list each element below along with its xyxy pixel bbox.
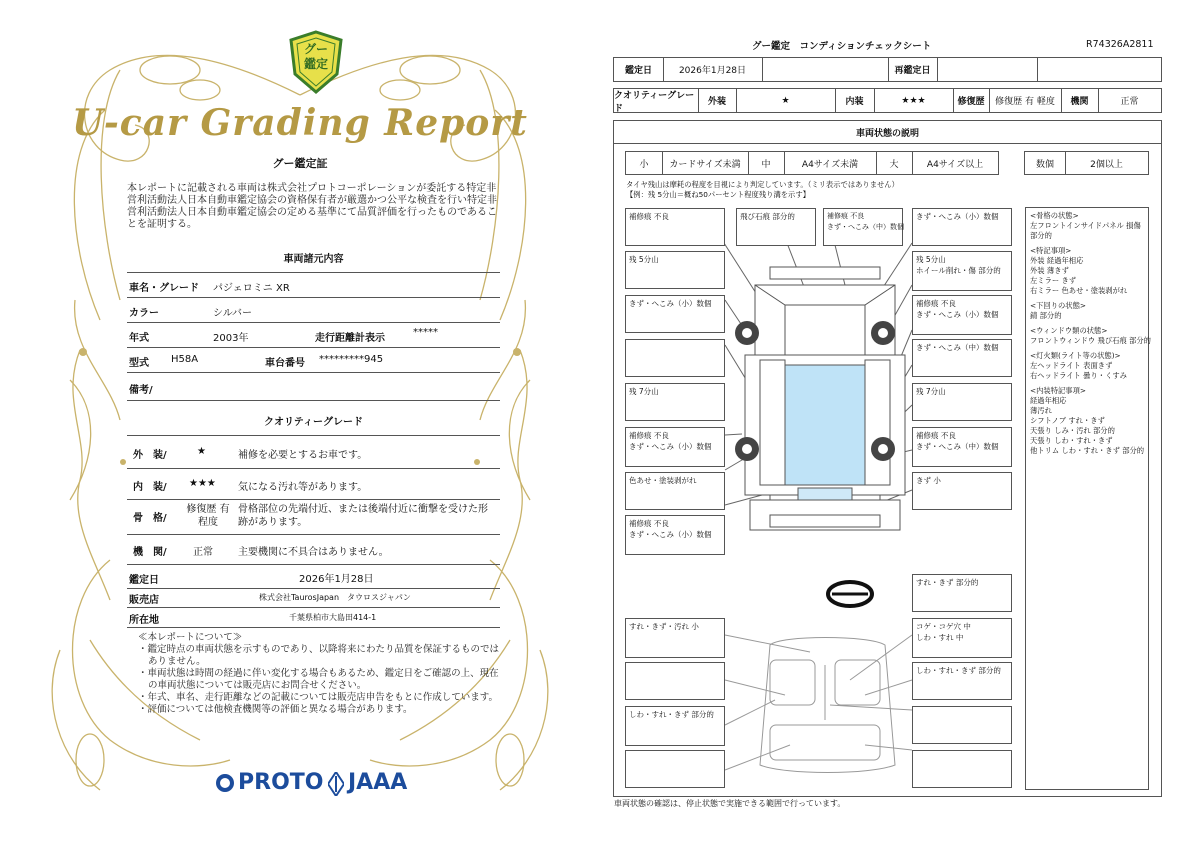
spec-row-model [127,347,500,373]
repair-value: 修復歴 有 軽度 [995,97,1055,107]
mileage-label: 走行距離計表示 [315,333,385,344]
quality-row-engine [127,534,500,565]
explain-title: 車両状態の説明 [855,128,919,139]
spec-row-remarks [127,372,500,401]
interior-label: 内 装/ [133,482,167,493]
note-item: ・評価については他検査機関等の評価と異なる場合があります。 [138,704,413,715]
name-value: パジェロミニ XR [213,283,290,294]
sheet-title: グー鑑定 コンディションチェックシート [752,41,932,52]
annotation-left-2: 残 5分山 [625,251,725,289]
appraisal-date-row [127,564,500,589]
date-value: 2026年1月28日 [678,66,747,76]
year-value: 2003年 [213,333,249,344]
annotation-left-8: 補修痕 不良 きず・へこみ（小）数個 [625,515,725,555]
year-label: 年式 [129,333,149,344]
interior-right-3: しわ・すれ・きず 部分的 [912,662,1012,700]
reappraisal-value [937,58,1037,81]
detail-line: <特記事項> [1030,246,1072,255]
detail-line: <内装特記事項> [1030,386,1087,395]
mileage-value: ***** [413,327,438,338]
certificate-heading: グー鑑定証 [272,157,328,170]
interior-left-4 [625,750,725,788]
interior-label: 内装 [845,97,864,107]
jaaa-logo: JAAA [348,770,408,795]
quality-row-interior [127,468,500,500]
detail-line: <下回りの状態> [1030,301,1087,310]
goo-appraisal-badge [287,30,345,94]
chassis-value: *********945 [319,354,384,365]
size-large-label: 大 [889,159,899,170]
detail-line: 他トリム しわ・すれ・きず 部分的 [1030,446,1145,455]
annotation-right-4: きず・へこみ（中）数個 [912,339,1012,377]
annotation-left-7: 色あせ・塗装剥がれ [625,472,725,510]
detail-line: 部分的 [1030,231,1052,240]
exterior-label: 外 装/ [133,450,167,461]
annotation-right-7: きず 小 [912,472,1012,510]
quality-row-frame [127,499,500,535]
interior-right-1: すれ・きず 部分的 [912,574,1012,612]
quality-grade-label: クオリティーグレード [614,90,695,114]
size-large-desc: A4サイズ以上 [926,159,984,170]
frame-label: 骨 格/ [133,513,167,524]
engine-grade: 正常 [193,547,213,558]
annotation-top-mid-1: 飛び石痕 部分的 [736,208,816,246]
detail-line: 左ヘッドライト 表面きず [1030,361,1113,370]
remarks-label: 備考/ [129,385,153,396]
annotation-left-5: 残 7分山 [625,383,725,421]
frame-grade: 修復歴 有 程度 [186,504,230,528]
interior-right-4 [912,706,1012,744]
annotation-left-3: きず・へこみ（小）数個 [625,295,725,333]
notes-title: ≪本レポートについて≫ [138,632,243,643]
address-value: 千葉県柏市大島田414-1 [289,613,377,622]
detail-line: <ウィンドウ類の状態> [1030,326,1108,335]
detail-line: 右ヘッドライト 曇り・くすみ [1030,371,1127,380]
exterior-label: 外装 [707,97,726,107]
annotation-left-1: 補修痕 不良 [625,208,725,246]
quality-section-title: クオリティーグレード [127,413,500,436]
detail-line: 錆 部分的 [1030,311,1062,320]
detail-line: 天張り しみ・汚れ 部分的 [1030,426,1115,435]
annotation-right-5: 残 7分山 [912,383,1012,421]
count-label: 数個 [1035,159,1054,170]
address-row [127,607,500,628]
detail-line: 外装 経過年相応 [1030,256,1084,265]
date-row [613,57,1162,82]
engine-desc: 主要機関に不具合はありません。 [238,547,389,558]
interior-right-2: コゲ・コゲ穴 中 しわ・すれ 中 [912,618,1012,658]
report-title: U-car Grading Report [72,102,528,144]
color-label: カラー [129,308,159,319]
exterior-desc: 補修を必要とするお車です。 [238,450,368,461]
interior-left-2 [625,662,725,700]
explain-header [614,121,1161,144]
engine-label: 機 関/ [133,547,167,558]
quality-row-exterior [127,435,500,469]
count-legend [1024,151,1149,175]
size-mid-desc: A4サイズ未満 [801,159,859,170]
spec-section-title: 車両諸元内容 [127,250,500,273]
color-value: シルバー [213,308,253,319]
model-value: H58A [171,354,199,365]
model-label: 型式 [129,358,149,369]
annotation-right-6: 補修痕 不良 きず・へこみ（中）数個 [912,427,1012,467]
count-desc: 2個以上 [1090,159,1123,170]
spec-row-name [127,272,500,298]
reappraisal-label: 再鑑定日 [894,66,931,76]
dealer-value: 株式会社TaurosJapan タウロスジャパン [259,593,411,602]
note-item: ・鑑定時点の車両状態を示すものであり、以降将来にわたり品質を保証するものではありません。 [138,644,500,667]
proto-logo: PROTO [238,770,324,795]
detail-line: 左ミラー きず [1030,276,1077,285]
annotation-top-mid-2: 補修痕 不良 きず・へこみ（中）数個 [823,208,903,246]
appraisal-date-label: 鑑定日 [129,575,159,586]
frame-desc: 骨格部位の先端付近、または後端付近に衝撃を受けた形跡があります。 [238,504,488,528]
appraisal-date-value: 2026年1月28日 [299,574,374,585]
proto-logo-icon [216,774,234,792]
interior-value: ★★★ [901,95,926,106]
tire-note-1: タイヤ残山は摩耗の程度を目視により判定しています。（ミリ表示ではありません） [626,180,899,189]
engine-value: 正常 [1120,97,1139,107]
detail-line: 右ミラー 色あせ・塗装剥がれ [1030,286,1128,295]
spec-row-year [127,322,500,348]
detail-line: 外装 薄きず [1030,266,1069,275]
name-label: 車名・グレード [129,283,199,294]
interior-left-1: すれ・きず・汚れ 小 [625,618,725,658]
interior-right-5 [912,750,1012,788]
date-label: 鑑定日 [624,66,652,76]
detail-line: 薄汚れ [1030,406,1052,415]
annotation-left-6: 補修痕 不良 きず・へこみ（小）数個 [625,427,725,467]
size-legend [625,151,999,175]
certificate-intro: 本レポートに記載される車両は株式会社プロトコーポレーションが委託する特定非営利活動法人日本自動車鑑定協会の資格保有者が厳選かつ公平な検査を行い特定非営利活動法人日本自動車鑑定協会の定める基準にて品質評価を行ったものであることを証明する。 [127,183,497,230]
annotation-right-3: 補修痕 不良 きず・へこみ（小）数個 [912,295,1012,335]
badge-label: グー 鑑定 [303,42,328,71]
dealer-row [127,587,500,608]
grade-row [613,88,1162,113]
sheet-footer: 車両状態の確認は、停止状態で実施できる範囲で行っています。 [614,799,846,808]
condition-details-list [1025,207,1149,790]
interior-desc: 気になる汚れ等があります。 [238,482,368,493]
note-item: ・車両状態は時間の経過に伴い変化する場合もあるため、鑑定日をご確認の上、現在の車両状態については販売店にお問合せください。 [138,668,499,691]
annotation-left-4 [625,339,725,377]
address-label: 所在地 [129,615,159,626]
detail-line: 天張り しわ・すれ・きず [1030,436,1113,445]
interior-left-3: しわ・すれ・きず 部分的 [625,706,725,746]
detail-line: フロントウィンドウ 飛び石痕 部分的 [1030,336,1151,345]
annotation-right-1: きず・へこみ（小）数個 [912,208,1012,246]
exterior-value: ★ [781,95,790,106]
detail-line: 左フロントインサイドパネル 損傷 [1030,221,1141,230]
dealer-label: 販売店 [129,595,159,606]
jaaa-logo-icon [328,772,344,796]
detail-line: 経過年相応 [1030,396,1067,405]
exterior-grade: ★ [197,446,206,457]
spec-row-color [127,297,500,323]
interior-grade: ★★★ [189,478,216,489]
size-small-label: 小 [639,159,649,170]
detail-line: <灯火類(ライト等の状態)> [1030,351,1121,360]
tire-note-2: 【例：残 5分山＝概ね50パーセント程度残り溝を示す】 [626,190,810,199]
document-id: R74326A2811 [1086,39,1154,50]
engine-label: 機関 [1070,97,1089,107]
repair-label: 修復歴 [957,97,985,107]
size-mid-label: 中 [761,159,771,170]
chassis-label: 車台番号 [265,358,305,369]
note-item: ・年式、車名、走行距離などの記載については販売店申告をもとに作成しています。 [138,692,499,703]
detail-line: シフトノブ すれ・きず [1030,416,1105,425]
detail-line: <骨格の状態> [1030,211,1079,220]
annotation-right-2: 残 5分山 ホイール削れ・傷 部分的 [912,251,1012,291]
size-small-desc: カードサイズ未満 [669,159,741,170]
report-notes [138,632,500,716]
